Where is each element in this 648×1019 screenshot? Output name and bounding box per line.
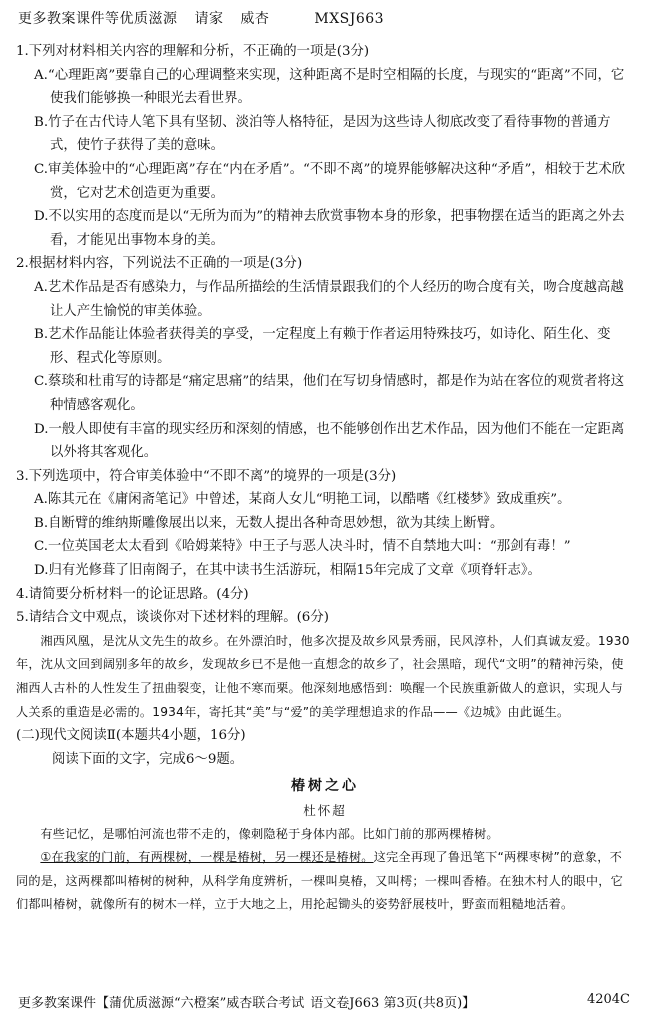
footer-exam-name: 更多教案课件【蒲优质滋源“六橙案”威杏联合考试 <box>18 996 305 1011</box>
header-text-2: 请家 <box>194 11 224 27</box>
question-3-stem: 3.下列选项中，符合审美体验中“不即不离”的境界的一项是(3分) <box>16 468 397 484</box>
footer-page-info: 语文卷J663 第3页(共8页)】 <box>310 996 476 1011</box>
article-author: 杜怀超 <box>303 803 347 818</box>
question-3-option-c: C.一位英国老太太看到《哈姆莱特》中王子与恶人决斗时，情不自禁地大叫：“那剑有毒！” <box>34 539 571 555</box>
footer-left <box>18 992 475 1011</box>
paragraph-2-rest: 这完全再现了鲁迅笔下“两棵枣树”的意象，不同的是，这两棵都叫椿树的树种，从科学角度辨析，一棵叫臭椿，又叫樗；一棵叫香椿。在独木村人的眼中，它们都叫椿树，就像所有的树木一样，立于大地之上，用抡起锄头的姿势舒展枝叶，野蛮而粗糙地活着。 <box>16 850 623 912</box>
article-title: 椿树之心 <box>291 778 359 795</box>
header-code: MXSJ663 <box>314 11 385 27</box>
question-2-option-b: B.艺术作品能让体验者获得美的享受，一定程度上有赖于作者运用特殊技巧，如诗化、陌生化、变形、程式化等原则。 <box>34 327 611 366</box>
exam-content <box>16 40 634 917</box>
page-header <box>18 8 396 28</box>
question-2-option-d: D.一般人即使有丰富的现实经历和深刻的情感，也不能够创作出艺术作品，因为他们不能在一定距离以外将其客观化。 <box>34 421 625 461</box>
question-1-option-a: A.“心理距离”要靠自己的心理调整来实现，这种距离不是时空相隔的长度，与现实的“距离”不同，它使我们能够换一种眼光去看世界。 <box>34 67 625 107</box>
underlined-sentence: ①在我家的门前，有两棵树，一棵是椿树，另一棵还是椿树。 <box>40 850 374 865</box>
question-5-passage: 湘西风凰，是沈从文先生的故乡。在外漂泊时，他多次提及故乡风景秀丽，民风淳朴，人们真诚友爱。1930年，沈从文回到阔别多年的故乡，发现故乡已不是他一直想念的故乡了，社会黑暗，现代“文明”的精神污染，使湘西人古朴的人性发生了扭曲裂变，让他不寒而栗。他深刻地感悟到：唤醒一个民族重新做人的意识，实现人与人关系的重造是必需的。1934年，寄托其“美”与“爱”的美学理想追求的作品——《边城》由此诞生。 <box>16 633 630 719</box>
article-paragraph-1: 有些记忆，是哪怕河流也带不走的，像刺隐秘于身体内部。比如门前的那两棵椿树。 <box>40 826 499 841</box>
question-1-stem: 1.下列对材料相关内容的理解和分析，不正确的一项是(3分) <box>16 44 370 59</box>
question-2-option-c: C.蔡琰和杜甫写的诗都是“痛定思痛”的结果，他们在写切身情感时，都是作为站在客位的观赏者将这种情感客观化。 <box>34 374 625 413</box>
question-2-stem: 2.根据材料内容，下列说法不正确的一项是(3分) <box>16 256 303 272</box>
question-4-stem: 4.请简要分析材料一的论证思路。(4分) <box>16 586 249 602</box>
question-1-option-b: B.竹子在古代诗人笔下具有坚韧、淡泊等人格特征，是因为这些诗人彻底改变了看待事物的普通方式，使竹子获得了美的意味。 <box>34 114 611 154</box>
header-text-1: 更多教案课件等优质滋源 <box>18 11 178 27</box>
question-1-option-c: C.审美体验中的“心理距离”存在“内在矛盾”。“不即不离”的境界能够解决这种“矛盾”，相较于艺术欣赏，它对艺术创造更为重要。 <box>34 161 626 201</box>
section-2-heading: (二)现代文阅读Ⅱ(本题共4小题，16分) <box>16 728 246 744</box>
header-text-3: 威杏 <box>240 11 270 27</box>
question-3-option-a: A.陈其元在《庸闲斋笔记》中曾述，某商人女儿“明艳工词，以酷嗜《红楼梦》致成重疾”。 <box>34 492 571 508</box>
question-1-option-d: D.不以实用的态度而是以“无所为而为”的精神去欣赏事物本身的形象，把事物摆在适当的距离之外去看，才能见出事物本身的美。 <box>34 209 625 248</box>
question-3-option-d: D.归有光修葺了旧南阁子，在其中读书生活游玩，相隔15年完成了文章《项脊轩志》。 <box>34 563 541 579</box>
question-2-option-a: A.艺术作品是否有感染力，与作品所描绘的生活情景跟我们的个人经历的吻合度有关，吻合度越高越让人产生愉悦的审美体验。 <box>34 279 624 319</box>
question-5-stem: 5.请结合文中观点，谈谈你对下述材料的理解。(6分) <box>16 610 329 626</box>
question-3-option-b: B.自断臂的维纳斯雕像展出以来，无数人提出各种奇思妙想，欲为其续上断臂。 <box>34 515 504 531</box>
article-paragraph-2 <box>16 846 634 917</box>
section-2-instruction: 阅读下面的文字，完成6～9题。 <box>52 751 244 767</box>
footer-code: 4204C <box>586 992 630 1007</box>
